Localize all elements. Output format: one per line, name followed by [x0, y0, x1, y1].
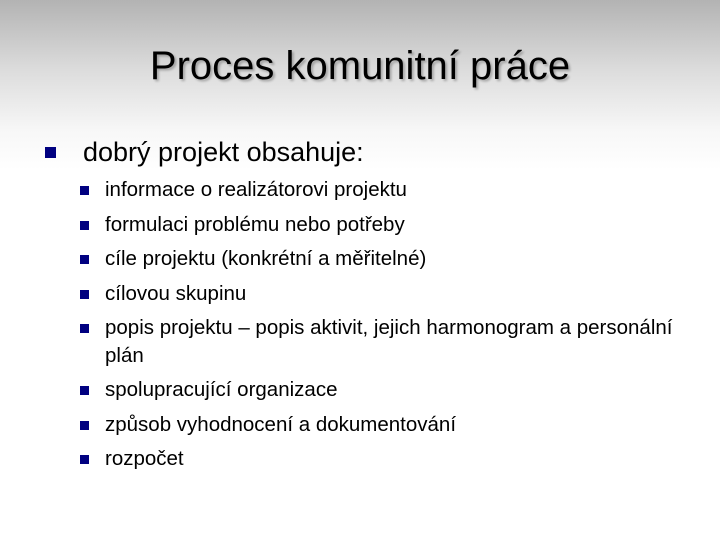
- list-item-text: rozpočet: [105, 447, 184, 470]
- square-bullet-icon: [80, 386, 89, 395]
- square-bullet-icon: [80, 421, 89, 430]
- square-bullet-icon: [80, 255, 89, 264]
- slide-title: Proces komunitní práce: [149, 44, 571, 88]
- list-item-text: cíle projektu (konkrétní a měřitelné): [105, 247, 427, 270]
- square-bullet-icon: [80, 455, 89, 464]
- list-item: [80, 408, 680, 443]
- list-item-text: cílovou skupinu: [105, 281, 247, 305]
- list-item: [80, 311, 680, 373]
- list-item-text: informace o realizátorovi projektu: [105, 178, 407, 201]
- list-item-text: popis projektu – popis aktivit, jejich harmonogram a personální plán: [105, 316, 673, 367]
- list-item: [80, 442, 680, 477]
- square-bullet-icon: [45, 147, 56, 158]
- square-bullet-icon: [80, 290, 89, 299]
- main-bullet-point: [45, 133, 364, 171]
- list-item: [80, 373, 680, 408]
- list-item-text: formulaci problému nebo potřeby: [105, 212, 405, 236]
- main-bullet-text: dobrý projekt obsahuje:: [83, 137, 364, 167]
- list-item: [80, 173, 680, 208]
- square-bullet-icon: [80, 324, 89, 333]
- list-item-text: způsob vyhodnocení a dokumentování: [105, 412, 457, 436]
- list-item: [80, 208, 680, 243]
- list-item: [80, 277, 680, 312]
- square-bullet-icon: [80, 221, 89, 230]
- square-bullet-icon: [80, 186, 89, 195]
- sub-bullet-list: [80, 173, 680, 477]
- list-item-text: spolupracující organizace: [105, 378, 338, 401]
- list-item: [80, 242, 680, 277]
